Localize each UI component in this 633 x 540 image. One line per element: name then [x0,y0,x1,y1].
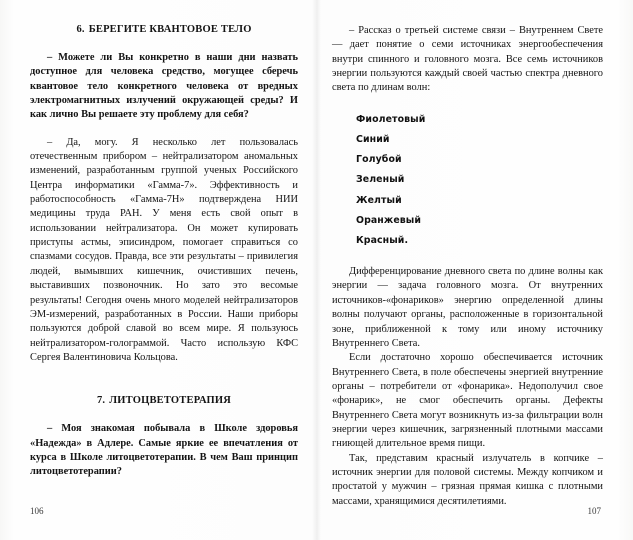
page-number-right: 107 [587,506,601,516]
paragraph-question-1: – Можете ли Вы конкретно в наши дни назвать доступное для человека средство, могущее сберечь квантовое тело конкретного человека от вредных электромагнитных излучений окружающей среды? И как лично Вы решаете эту проблему для себя? [30,52,298,121]
paragraph-question-2: – Моя знакомая побывала в Школе здоровья «Надежда» в Адлере. Самые яркие ее впечатления от курса в Школе литоцветотерапии. В чем Ваш принцип литоцветотерапии? [30,423,298,478]
section-heading-7 [30,395,298,406]
section-heading-6 [30,24,298,35]
section-number: 6. [76,24,85,35]
page-number-left: 106 [30,506,44,516]
section-title-text-2: ЛИТОЦВЕТОТЕРАПИЯ [109,395,232,407]
section-number-2: 7. [96,395,106,407]
section-title-text: БЕРЕГИТЕ КВАНТОВОЕ ТЕЛО [88,24,252,35]
section-spacer [30,365,298,395]
paragraph-answer-intro: – Рассказ о третьей системе связи – Внутреннем Свете — дает понятие о семи источниках энергообеспечения внутри спинного и головного мозга. Все семь источников энергии пользуются каждый своей частью спектра дневного света по длинам волн: [332,25,603,94]
left-column [30,24,298,484]
paragraph-spacer [30,123,298,136]
paragraph-inner-light: Если достаточно хорошо обеспечивается источник Внутреннего Света, в поле обеспечены энергией внутренние органы – потребители от «фонарика». Недополучил свое «фонарик», не смог обеспечить органы. Дефекты Внутреннего Света могут возникнуть из-за фильтрации волн энергии через кишечник, загрязненный плотными массами гниющей длительное время пищи. [332,352,603,450]
list-item: Зеленый [356,174,405,186]
page-left [0,0,316,540]
list-item: Фиолетовый [356,113,426,125]
paragraph-red-emitter: Так, представим красный излучатель в копчике – источник энергии для половой системы. Между копчиком и простатой у мужчин – грязная прямая кишка с плотными массами, хранящимися десятилетиями. [332,452,603,507]
page-right [316,0,633,540]
list-item: Красный. [356,234,409,246]
list-item: Синий [356,133,390,145]
paragraph-answer-1: – Да, могу. Я несколько лет пользовалась отечественным прибором – нейтрализатором аномальных изменений, разработанным группой ученых Российского Центра информатики «Гамма-7». Эффективность и работоспособность «Гамма-7Н» подтверждена НИИ медицины труда РАН. У меня есть свой опыт в использовании нейтрализатора. Он может купировать приступы астмы, эписиндром, помогает справиться со спазмами сосудов. Правда, все эти результаты – привилегия людей, вымывших кишечник, очистивших печень, выставивших позвоночник. Но зато это весомые результаты! Сегодня очень много моделей нейтрализаторов ЭМ-измерений, разработанных в России. Наши приборы пользуются доброй славой во всем мире. Я пользуюсь нейтрализатором-голограммой. Часто использую КФС Сергея Валентиновича Кольцова. [30,136,298,363]
list-item: Желтый [356,194,402,206]
list-item: Оранжевый [356,214,422,226]
list-item: Голубой [356,154,402,166]
right-column [332,24,603,507]
paragraph-differentiation: Дифференцирование дневного света по длине волны как энергии — задача головного мозга. От внутренних источников-«фонариков» энергию определенной длины волны получают органы, расположенные в горизонтальной зоне, приближенной к тому или иному источнику Внутреннего Света. [332,266,603,349]
spectrum-color-list [332,110,603,251]
